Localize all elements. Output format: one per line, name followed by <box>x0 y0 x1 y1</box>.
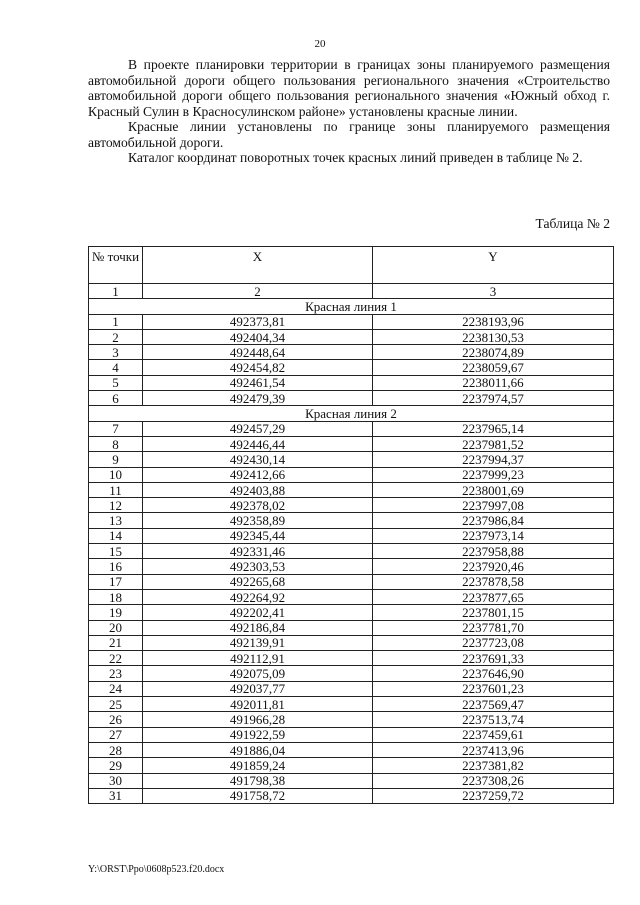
table-row <box>89 758 614 773</box>
table-body <box>89 299 614 804</box>
point-number-cell: 3 <box>89 345 143 360</box>
x-cell: 492303,53 <box>143 559 373 574</box>
y-cell: 2237308,26 <box>373 773 614 788</box>
x-cell: 492373,81 <box>143 314 373 329</box>
point-number-cell: 18 <box>89 589 143 604</box>
y-cell: 2238130,53 <box>373 329 614 344</box>
x-cell: 492446,44 <box>143 436 373 451</box>
y-cell: 2237974,57 <box>373 391 614 406</box>
y-cell: 2237997,08 <box>373 498 614 513</box>
file-path-footer: Y:\ORST\Ppo\0608p523.f20.docx <box>88 864 225 875</box>
table-header-row <box>89 247 614 284</box>
table-row <box>89 345 614 360</box>
paragraph: Каталог координат поворотных точек красных линий приведен в таблице № 2. <box>128 150 583 165</box>
table-row <box>89 773 614 788</box>
table-row <box>89 635 614 650</box>
point-number-cell: 13 <box>89 513 143 528</box>
x-cell: 491922,59 <box>143 727 373 742</box>
x-cell: 492358,89 <box>143 513 373 528</box>
body-text <box>88 57 610 166</box>
table-row <box>89 513 614 528</box>
point-number-cell: 31 <box>89 788 143 803</box>
x-cell: 492404,34 <box>143 329 373 344</box>
x-cell: 491966,28 <box>143 712 373 727</box>
point-number-cell: 19 <box>89 605 143 620</box>
table-row <box>89 681 614 696</box>
x-cell: 492264,92 <box>143 589 373 604</box>
table-row <box>89 620 614 635</box>
x-cell: 492448,64 <box>143 345 373 360</box>
y-cell: 2237781,70 <box>373 620 614 635</box>
table-row <box>89 712 614 727</box>
point-number-cell: 2 <box>89 329 143 344</box>
section-row <box>89 299 614 314</box>
x-cell: 492461,54 <box>143 375 373 390</box>
header-point-number: № точки <box>89 247 143 284</box>
point-number-cell: 5 <box>89 375 143 390</box>
point-number-cell: 12 <box>89 498 143 513</box>
section-row <box>89 406 614 421</box>
point-number-cell: 9 <box>89 452 143 467</box>
y-cell: 2237994,37 <box>373 452 614 467</box>
point-number-cell: 24 <box>89 681 143 696</box>
x-cell: 492345,44 <box>143 528 373 543</box>
y-cell: 2237965,14 <box>373 421 614 436</box>
x-cell: 492186,84 <box>143 620 373 635</box>
y-cell: 2237601,23 <box>373 681 614 696</box>
y-cell: 2237878,58 <box>373 574 614 589</box>
table-row <box>89 360 614 375</box>
x-cell: 492011,81 <box>143 697 373 712</box>
x-cell: 492112,91 <box>143 651 373 666</box>
point-number-cell: 26 <box>89 712 143 727</box>
table-row <box>89 421 614 436</box>
table-row <box>89 452 614 467</box>
point-number-cell: 1 <box>89 314 143 329</box>
y-cell: 2237958,88 <box>373 544 614 559</box>
y-cell: 2237723,08 <box>373 635 614 650</box>
table-row <box>89 329 614 344</box>
point-number-cell: 20 <box>89 620 143 635</box>
paragraph: В проекте планировки территории в границах зоны планируемого размещения автомобильной дороги общего пользования регионального значения «Строительство автомобильной дороги общего пользования регионального значения «Южный обход г. Красный Сулин в Красносулинском районе» установлены красные линии. <box>88 57 610 119</box>
point-number-cell: 7 <box>89 421 143 436</box>
x-cell: 492075,09 <box>143 666 373 681</box>
table-row <box>89 314 614 329</box>
x-cell: 491859,24 <box>143 758 373 773</box>
y-cell: 2238193,96 <box>373 314 614 329</box>
point-number-cell: 8 <box>89 436 143 451</box>
table-row <box>89 589 614 604</box>
table-caption: Таблица № 2 <box>535 216 610 231</box>
y-cell: 2237381,82 <box>373 758 614 773</box>
point-number-cell: 28 <box>89 742 143 757</box>
x-cell: 491886,04 <box>143 742 373 757</box>
table-row <box>89 788 614 803</box>
x-cell: 492331,46 <box>143 544 373 559</box>
y-cell: 2237569,47 <box>373 697 614 712</box>
table-row <box>89 651 614 666</box>
table-row <box>89 742 614 757</box>
x-cell: 492139,91 <box>143 635 373 650</box>
point-number-cell: 6 <box>89 391 143 406</box>
y-cell: 2238011,66 <box>373 375 614 390</box>
y-cell: 2237801,15 <box>373 605 614 620</box>
y-cell: 2237259,72 <box>373 788 614 803</box>
table-row <box>89 498 614 513</box>
point-number-cell: 21 <box>89 635 143 650</box>
table-row <box>89 666 614 681</box>
point-number-cell: 22 <box>89 651 143 666</box>
y-cell: 2237986,84 <box>373 513 614 528</box>
x-cell: 492378,02 <box>143 498 373 513</box>
table-row <box>89 375 614 390</box>
y-cell: 2237877,65 <box>373 589 614 604</box>
point-number-cell: 17 <box>89 574 143 589</box>
table-row <box>89 528 614 543</box>
y-cell: 2237691,33 <box>373 651 614 666</box>
table-row <box>89 482 614 497</box>
point-number-cell: 23 <box>89 666 143 681</box>
point-number-cell: 30 <box>89 773 143 788</box>
section-title: Красная линия 2 <box>89 406 614 421</box>
column-number: 3 <box>373 284 614 299</box>
y-cell: 2238001,69 <box>373 482 614 497</box>
column-number-row <box>89 284 614 299</box>
y-cell: 2237459,61 <box>373 727 614 742</box>
x-cell: 492412,66 <box>143 467 373 482</box>
y-cell: 2237413,96 <box>373 742 614 757</box>
page-number: 20 <box>314 38 326 50</box>
x-cell: 492265,68 <box>143 574 373 589</box>
column-number: 1 <box>89 284 143 299</box>
x-cell: 492202,41 <box>143 605 373 620</box>
point-number-cell: 16 <box>89 559 143 574</box>
table-row <box>89 697 614 712</box>
section-title: Красная линия 1 <box>89 299 614 314</box>
y-cell: 2237981,52 <box>373 436 614 451</box>
table-row <box>89 727 614 742</box>
y-cell: 2237646,90 <box>373 666 614 681</box>
point-number-cell: 11 <box>89 482 143 497</box>
y-cell: 2238074,89 <box>373 345 614 360</box>
x-cell: 492403,88 <box>143 482 373 497</box>
coordinates-table <box>88 246 614 804</box>
point-number-cell: 25 <box>89 697 143 712</box>
y-cell: 2237513,74 <box>373 712 614 727</box>
column-number: 2 <box>143 284 373 299</box>
point-number-cell: 10 <box>89 467 143 482</box>
point-number-cell: 27 <box>89 727 143 742</box>
table-row <box>89 605 614 620</box>
point-number-cell: 14 <box>89 528 143 543</box>
table-row <box>89 467 614 482</box>
header-y: Y <box>373 247 614 284</box>
header-x: X <box>143 247 373 284</box>
point-number-cell: 4 <box>89 360 143 375</box>
x-cell: 492454,82 <box>143 360 373 375</box>
x-cell: 492037,77 <box>143 681 373 696</box>
table-row <box>89 544 614 559</box>
x-cell: 492457,29 <box>143 421 373 436</box>
table-row <box>89 574 614 589</box>
table-row <box>89 391 614 406</box>
table-row <box>89 436 614 451</box>
x-cell: 491798,38 <box>143 773 373 788</box>
point-number-cell: 29 <box>89 758 143 773</box>
point-number-cell: 15 <box>89 544 143 559</box>
table-row <box>89 559 614 574</box>
x-cell: 492430,14 <box>143 452 373 467</box>
paragraph: Красные линии установлены по границе зоны планируемого размещения автомобильной дороги. <box>88 119 610 150</box>
y-cell: 2238059,67 <box>373 360 614 375</box>
y-cell: 2237973,14 <box>373 528 614 543</box>
x-cell: 492479,39 <box>143 391 373 406</box>
y-cell: 2237920,46 <box>373 559 614 574</box>
y-cell: 2237999,23 <box>373 467 614 482</box>
x-cell: 491758,72 <box>143 788 373 803</box>
